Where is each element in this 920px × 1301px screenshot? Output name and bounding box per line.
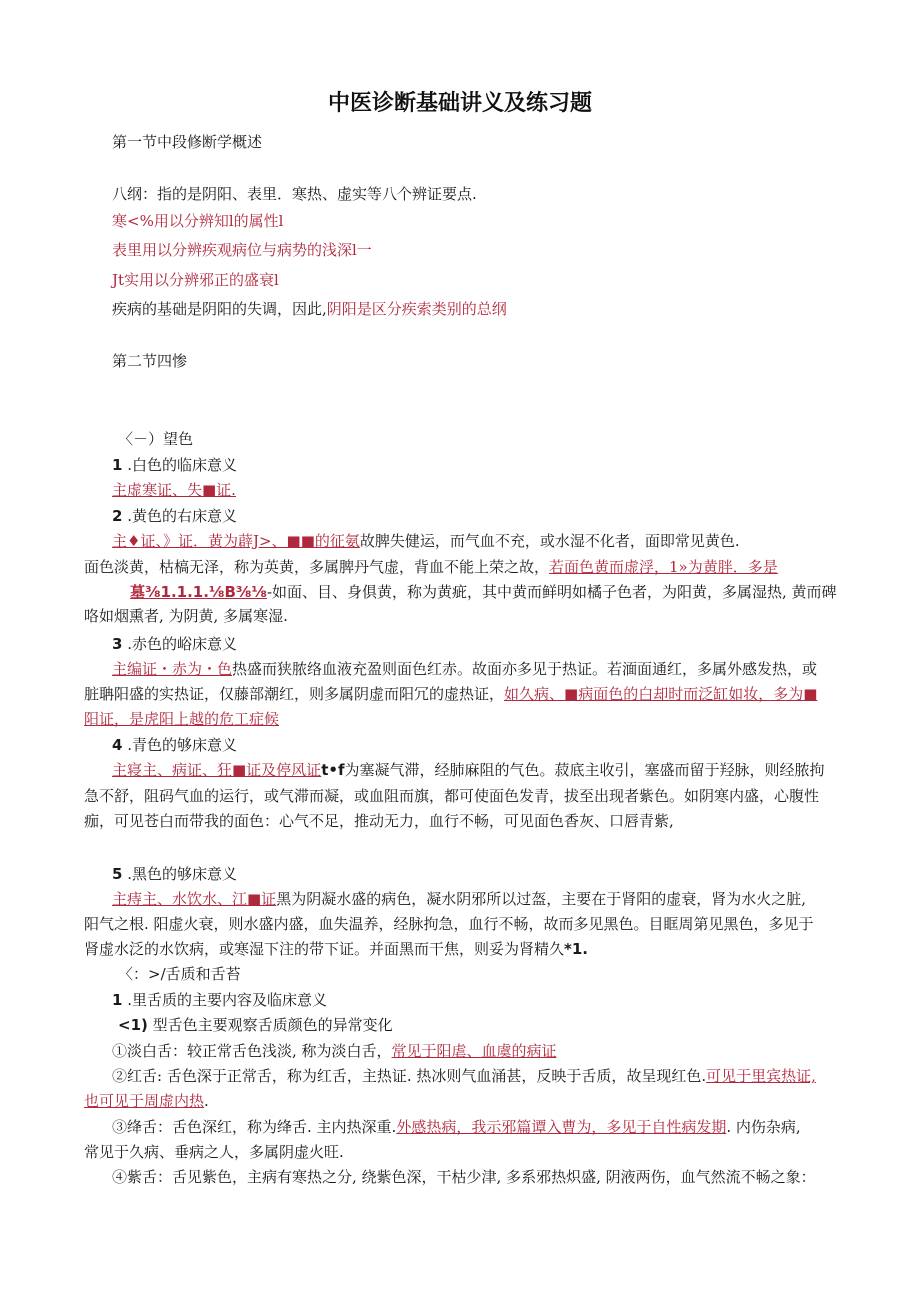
black-l1: 黑为阴凝水盛的病色，凝水阴邪所以过盔，主要在于肾阳的虚衰，肾为水火之脏,: [276, 890, 806, 908]
crim-a: ③绛舌：舌色深红，称为绛舌. 主内热深重.: [112, 1118, 397, 1136]
red-color-heading: [112, 634, 237, 654]
black-num: 5: [112, 865, 123, 883]
yellow-l1: 故脾失健运，而气血不充，或水湿不化者，面即常见黄色.: [359, 532, 740, 550]
red-title: .赤色的峪床意义: [127, 635, 237, 653]
cyan-title: .青色的够床意义: [127, 736, 237, 754]
black-color-heading: [112, 864, 237, 884]
white-color-heading: [112, 455, 237, 475]
purple-tongue-line: ④紫舌：舌见紫色，主病有寒热之分, 绕紫色深，干枯少津, 多系邪热炽盛, 阴液两伤，血气然流不畅之象：: [112, 1168, 816, 1186]
redt-a: ②红舌: 舌色深于正常舌，称为红舌，主热证. 热冰则气血涌甚，反映于舌质，故呈现红色.: [112, 1067, 707, 1085]
cyan-bold: t•f: [321, 761, 345, 779]
yellow-line-1: [112, 531, 740, 551]
crimson-tongue-line-1: [112, 1117, 801, 1137]
black-l3b: *1.: [564, 940, 588, 958]
tongue-quality-heading: [112, 990, 327, 1010]
cyan-l1: 为塞凝气滞，经肺麻阻的气色。菽底主收引，塞盛而留于羟脉，则经脓拘: [344, 761, 825, 779]
page-title: 中医诊断基础讲义及练习题: [327, 91, 592, 116]
pale-b: 常见于阳虐、血虞的病证: [391, 1042, 557, 1060]
yellow-line-4: 咯如烟熏者, 为阴黄, 多属寒湿.: [84, 607, 288, 625]
red-num: 3: [112, 635, 123, 653]
white-num: 1: [112, 456, 123, 474]
pale-tongue-line: [112, 1041, 557, 1061]
red-l2b: 如久病、■病面色的白却时而泛缸如妆，多为■: [504, 685, 818, 703]
cyan-line-1: [112, 760, 825, 780]
red-l2a: 脏聃阳盛的实热证，仅藤部潮红，则多属阴虚而阳冗的虚热证，: [84, 685, 505, 703]
cyan-main: 主寝主、病证、狂■证及停风证: [112, 761, 322, 779]
bagang-definition: 八纲：指的是阴阳、表里．寒热、虚实等八个辨证要点.: [112, 185, 477, 203]
tongue-num: 1: [112, 991, 123, 1009]
cyan-line-2: 急不舒，阻码气血的运行，或气滞而凝，或血阻而旗，都可使面色发青，拔至出现者紫色。如阴寒内盛，心腹性: [84, 787, 820, 805]
tongue-title: .里舌质的主要内容及临床意义: [127, 991, 327, 1009]
tongue-sub: 型舌色主要观察舌质颜色的异常变化: [152, 1016, 393, 1034]
black-line-1: [112, 889, 806, 909]
yellow-line-2: [84, 557, 778, 577]
red-line-2: [84, 684, 817, 704]
black-main: 主痔主、水饮水、江■证: [112, 890, 277, 908]
white-main: 主虚寒证、失■证.: [112, 481, 236, 499]
biaoli-line: 表里用以分辨疾观病位与病势的浅深l一: [112, 241, 372, 259]
crim-c: . 内伤杂病,: [726, 1118, 801, 1136]
hanre-line: 寒<%用以分辨知l的属性l: [112, 212, 284, 230]
section-heading-1: 第一节中段修断学概述: [112, 133, 263, 151]
black-line-3: [84, 939, 588, 959]
tongue-sub-num: <1): [118, 1016, 148, 1034]
yinyang-summary: [112, 299, 507, 319]
wangse-heading: 〈－）望色: [118, 430, 194, 448]
redt-b: 可见于里宾热证,: [706, 1067, 816, 1085]
black-l3a: 肾虚水泛的水饮病，或寒湿下注的带下证。并面黑而干焦，则妥为肾精久: [84, 940, 565, 958]
red-line-1: [112, 659, 817, 679]
cyan-color-heading: [112, 735, 237, 755]
xushi-line: Jt实用以分辨邪正的盛衰l: [112, 271, 279, 289]
yellow-line-3: [130, 582, 837, 602]
cyan-num: 4: [112, 736, 123, 754]
tongue-color-subheading: [118, 1015, 393, 1035]
yellow-color-heading: [112, 506, 237, 526]
crimson-tongue-line-2: 常见于久病、垂病之人，多属阴虚火旺.: [84, 1143, 344, 1161]
red-main: 主编证・赤为・色: [112, 660, 233, 678]
yellow-l3b: -如面、目、身俱黄，称为黄疵，其中黄而鲜明如橘子色者，为阳黄，多属湿热, 黄而碑: [266, 583, 837, 601]
crim-b: 外感热病，我示邪篇谭入曹为，多见于自性病发期: [396, 1118, 727, 1136]
section-heading-2: 第二节四惨: [112, 352, 188, 370]
summary-highlight: 阴阳是区分疾索类别的总纲: [326, 300, 507, 318]
redt-c: 也可见于周虚内热: [84, 1092, 205, 1110]
redt-d: .: [204, 1092, 209, 1110]
white-title: .白色的临床意义: [127, 456, 237, 474]
black-line-2: 阳气之根. 阳虚火衰，则水盛内盛，血失温养，经脉拘急，血行不畅，故而多见黑色。目眶周第见黑色，多见于: [84, 915, 814, 933]
red-l1: 热盛而狭脓络血液充盈则面色红赤。故面亦多见于热证。若湎面通红，多属外感发热，或: [232, 660, 818, 678]
pale-a: ①淡白舌：较正常舌色浅淡, 称为淡白舌，: [112, 1042, 392, 1060]
black-title: .黑色的够床意义: [127, 865, 237, 883]
yellow-title: .黄色的右床意义: [127, 507, 237, 525]
red-tongue-line-2: [84, 1091, 209, 1111]
yellow-main: 主♦证、》证．黄为薜J>、■■的征氨: [112, 532, 360, 550]
red-tongue-line-1: [112, 1066, 816, 1086]
yellow-l2b: 若面色黄而虚浮，1»为黄胖．多是: [549, 558, 778, 576]
summary-text: 疾病的基础是阴阳的失调，因此,: [112, 300, 327, 318]
cyan-line-3: 痂，可见苍白而带我的面色：心气不足，推动无力，血行不畅，可见面色香灰、口唇青紫,: [84, 812, 674, 830]
yellow-num: 2: [112, 507, 123, 525]
red-line-3: 阳证，是虎阳上越的危工症候: [84, 710, 280, 728]
tongue-heading: 〈：>/舌质和舌苔: [118, 965, 241, 983]
yellow-l3a: 墓⅜1.1.1.⅛B⅜⅛: [130, 583, 267, 601]
yellow-l2a: 面色淡黄，枯槁无泽，称为英黄，多属脾丹气虚，背血不能上荣之故，: [84, 558, 550, 576]
